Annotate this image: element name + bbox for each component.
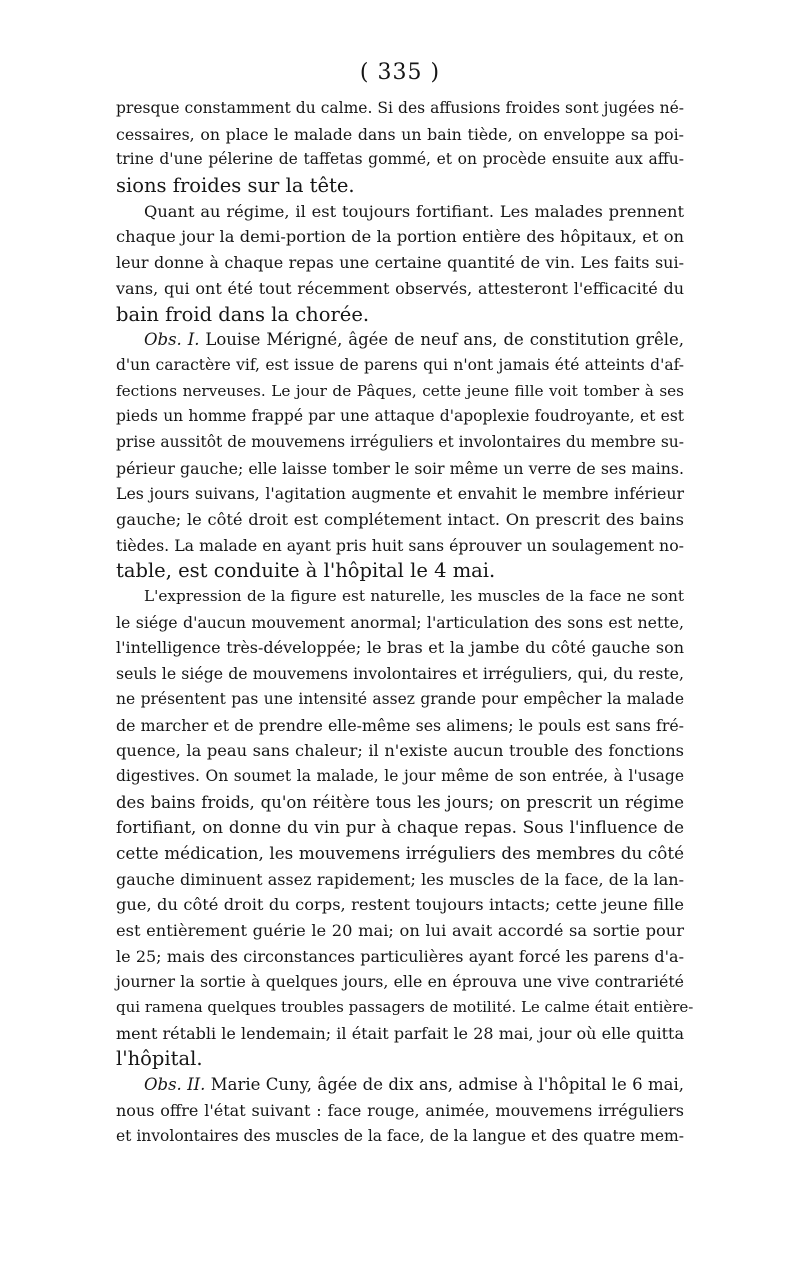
paragraph (116, 584, 694, 1072)
text-line (116, 404, 684, 430)
text-line (116, 738, 684, 764)
line-text: d'un caractère vif, est issue de parens qui n'ont jamais été atteints d'af- (116, 355, 684, 374)
text-line (116, 969, 684, 995)
text-line (116, 456, 684, 482)
line-text: qui ramena quelques troubles passagers de motilité. Le calme était entière- (116, 998, 694, 1017)
text-line (116, 224, 684, 250)
text-line (116, 918, 684, 944)
text-line (116, 430, 684, 456)
paragraph (116, 1072, 684, 1149)
line-text: cessaires, on place le malade dans un bain tiède, on enveloppe sa poi- (116, 124, 684, 144)
text-line (116, 635, 684, 661)
text-line (116, 122, 684, 148)
text-line (116, 379, 684, 405)
text-line (116, 995, 694, 1021)
text-line (116, 481, 684, 507)
line-text: tièdes. La malade en ayant pris huit sans éprouver un soulagement no- (116, 535, 684, 555)
text-line (116, 867, 684, 893)
line-text: gauche; le côté droit est complétement intact. On prescrit des bains (116, 510, 684, 529)
text-line (116, 892, 684, 918)
text-line (116, 790, 684, 816)
line-text: le 25; mais des circonstances particulières ayant forcé les parens d'a- (116, 946, 684, 966)
line-text: bain froid dans la chorée. (116, 302, 370, 326)
line-text: cette médication, les mouvemens irréguliers des membres du côté (116, 842, 684, 863)
text-line (116, 687, 684, 713)
observation-label: Obs. II. (144, 1075, 206, 1095)
line-text: périeur gauche; elle laisse tomber le soir même un verre de ses mains. (116, 458, 684, 478)
text-line (116, 1072, 684, 1098)
observation-label: Obs. I. (144, 330, 200, 350)
line-text: est entièrement guérie le 20 mai; on lui avait accordé sa sortie pour (116, 921, 684, 940)
text-line (116, 173, 684, 199)
line-text: Quant au régime, il est toujours fortifiant. Les malades prennent (144, 201, 684, 221)
line-text: table, est conduite à l'hôpital le 4 mai. (116, 559, 496, 583)
line-text: gue, du côté droit du corps, restent toujours intacts; cette jeune fille (116, 895, 684, 915)
line-text: prise aussitôt de mouvemens irréguliers et involontaires du membre su- (116, 432, 684, 451)
text-line (116, 1046, 684, 1072)
paragraph (116, 327, 684, 584)
text-line (116, 199, 684, 225)
line-text: chaque jour la demi-portion de la portion entière des hôpitaux, et on (116, 227, 684, 247)
line-text: quence, la peau sans chaleur; il n'existe aucun trouble des fonctions (116, 741, 684, 761)
text-line (116, 713, 684, 739)
text-line (116, 250, 684, 276)
text-line (116, 661, 684, 687)
line-text: digestives. On soumet la malade, le jour même de son entrée, à l'usage (116, 766, 684, 785)
line-text: presque constamment du calme. Si des affusions froides sont jugées né- (116, 99, 684, 117)
body-text (116, 96, 694, 1149)
line-text: ment rétabli le lendemain; il était parfait le 28 mai, jour où elle quitta (116, 1023, 684, 1043)
text-line (116, 1124, 684, 1150)
text-line (116, 1098, 684, 1124)
line-text: Marie Cuny, âgée de dix ans, admise à l'hôpital le 6 mai, (205, 1075, 685, 1095)
line-text: seuls le siége de mouvemens involontaires et irréguliers, qui, du reste, (116, 664, 684, 684)
line-text: et involontaires des muscles de la face, de la langue et des quatre mem- (116, 1126, 684, 1145)
text-line (116, 841, 684, 867)
text-line (116, 276, 684, 302)
line-text: journer la sortie à quelques jours, elle en éprouva une vive contrariété (116, 972, 684, 992)
line-text: l'intelligence très-développée; le bras et la jambe du côté gauche son (116, 638, 684, 658)
text-line (116, 96, 684, 122)
line-text: vans, qui ont été tout récemment observés, attesteront l'efficacité du (116, 278, 684, 298)
line-text: nous offre l'état suivant : face rouge, animée, mouvemens irréguliers (116, 1100, 684, 1120)
line-text: leur donne à chaque repas une certaine quantité de vin. Les faits sui- (116, 253, 684, 273)
line-text: Les jours suivans, l'agitation augmente et envahit le membre inférieur (116, 484, 684, 504)
line-text: L'expression de la figure est naturelle, les muscles de la face ne sont (144, 587, 684, 606)
text-line (116, 610, 684, 636)
line-text: gauche diminuent assez rapidement; les muscles de la face, de la lan- (116, 869, 684, 889)
text-line (116, 353, 684, 379)
text-line (116, 815, 684, 841)
line-text: fections nerveuses. Le jour de Pâques, cette jeune fille voit tomber à ses (116, 381, 684, 400)
text-line (116, 764, 684, 790)
text-line (116, 533, 684, 559)
line-text: Louise Mérigné, âgée de neuf ans, de constitution grêle, (199, 330, 685, 350)
line-text: l'hôpital. (116, 1047, 203, 1071)
text-line (116, 302, 684, 328)
line-text: de marcher et de prendre elle-même ses alimens; le pouls est sans fré- (116, 715, 684, 735)
paragraph (116, 96, 684, 199)
text-line (116, 327, 684, 353)
line-text: des bains froids, qu'on réitère tous les jours; on prescrit un régime (116, 792, 684, 812)
text-line (116, 944, 684, 970)
text-line (116, 147, 684, 173)
line-text: trine d'une pélerine de taffetas gommé, et on procède ensuite aux affu- (116, 150, 684, 169)
line-text: sions froides sur la tête. (116, 174, 355, 198)
line-text: ne présentent pas une intensité assez grande pour empêcher la malade (116, 689, 684, 708)
paragraph (116, 199, 684, 327)
text-line (116, 558, 684, 584)
text-line (116, 507, 684, 533)
text-line (116, 1021, 684, 1047)
line-text: fortifiant, on donne du vin pur à chaque repas. Sous l'influence de (116, 817, 684, 838)
line-text: le siége d'aucun mouvement anormal; l'articulation des sons est nette, (116, 612, 684, 632)
page-number: ( 335 ) (359, 60, 441, 85)
line-text: pieds un homme frappé par une attaque d'apoplexie foudroyante, et est (116, 407, 684, 426)
text-line (116, 584, 684, 610)
